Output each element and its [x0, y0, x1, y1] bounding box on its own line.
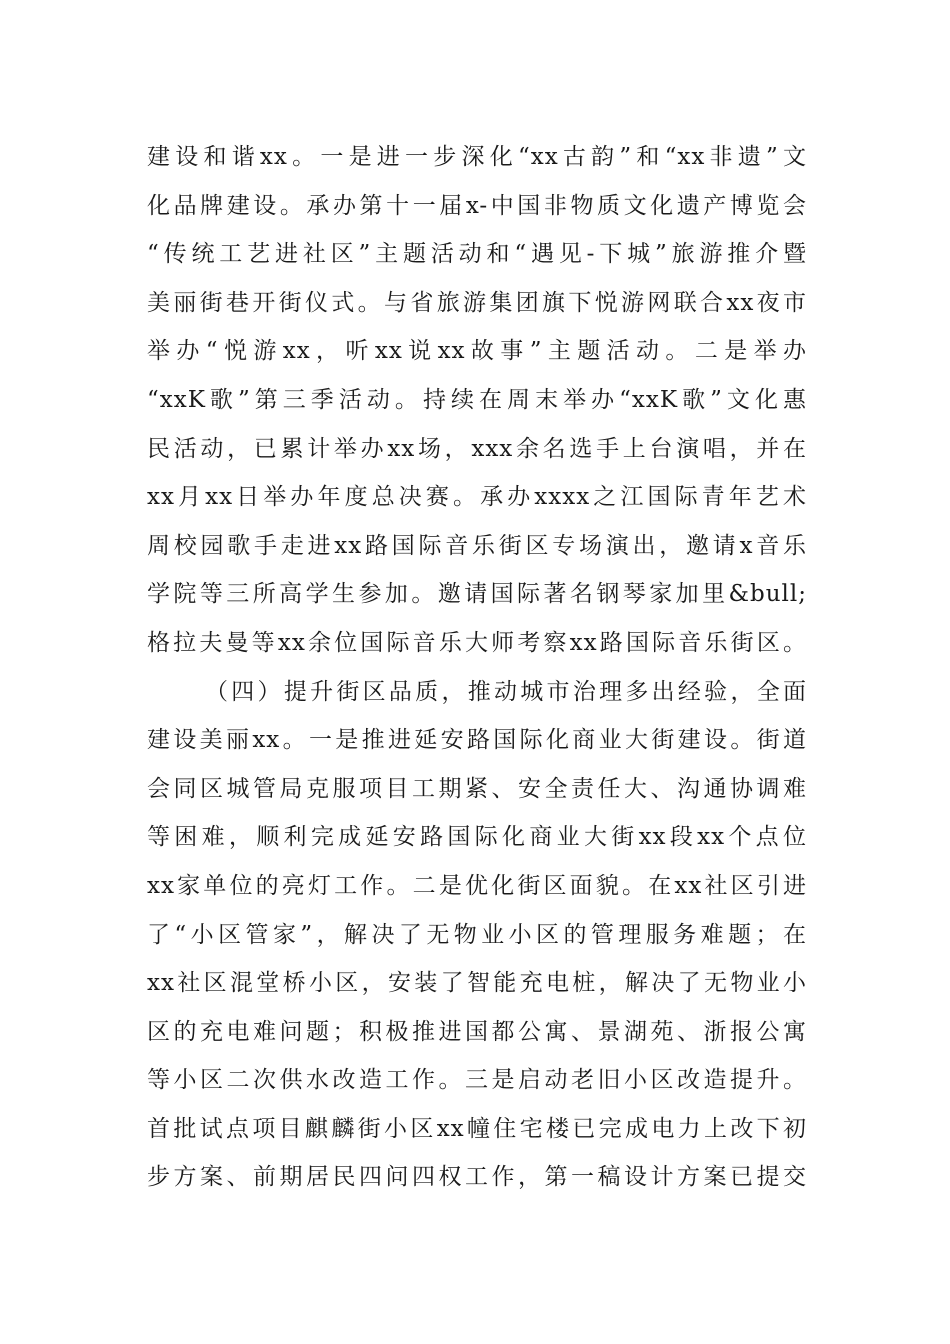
- text-line: 等困难，顺利完成延安路国际化商业大街xx段xx个点位: [147, 824, 807, 851]
- text-line: xx月xx日举办年度总决赛。承办xxxx之江国际青年艺术: [147, 484, 807, 511]
- text-line: 民活动，已累计举办xx场，xxx余名选手上台演唱，并在: [147, 435, 807, 462]
- text-line: 了“小区管家”，解决了无物业小区的管理服务难题；在: [147, 921, 807, 948]
- text-line: 步方案、前期居民四问四权工作，第一稿设计方案已提交: [147, 1164, 807, 1191]
- text-line: 学院等三所高学生参加。邀请国际著名钢琴家加里&bull;: [147, 581, 807, 608]
- text-line: 周校园歌手走进xx路国际音乐街区专场演出，邀请x音乐: [147, 532, 807, 559]
- text-line: 美丽街巷开街仪式。与省旅游集团旗下悦游网联合xx夜市: [147, 289, 807, 316]
- text-line: “xxK歌”第三季活动。持续在周末举办“xxK歌”文化惠: [147, 386, 807, 413]
- text-line: xx家单位的亮灯工作。二是优化街区面貌。在xx社区引进: [147, 872, 807, 899]
- text-line: 首批试点项目麒麟街小区xx幢住宅楼已完成电力上改下初: [147, 1115, 807, 1142]
- body-text: [147, 133, 807, 1202]
- text-line: “传统工艺进社区”主题活动和“遇见-下城”旅游推介暨: [147, 241, 807, 268]
- text-line: 区的充电难问题；积极推进国都公寓、景湖苑、浙报公寓: [147, 1018, 807, 1045]
- text-line: 化品牌建设。承办第十一届x-中国非物质文化遗产博览会: [147, 192, 807, 219]
- text-line: 格拉夫曼等xx余位国际音乐大师考察xx路国际音乐街区。: [147, 629, 807, 656]
- text-line: 建设美丽xx。一是推进延安路国际化商业大街建设。街道: [147, 727, 807, 754]
- section-heading-line: （四）提升街区品质，推动城市治理多出经验，全面: [205, 678, 807, 705]
- text-line: xx社区混堂桥小区，安装了智能充电桩，解决了无物业小: [147, 970, 807, 997]
- text-line: 会同区城管局克服项目工期紧、安全责任大、沟通协调难: [147, 775, 807, 802]
- text-line: 举办“悦游xx，听xx说xx故事”主题活动。二是举办: [147, 338, 807, 365]
- text-line: 建设和谐xx。一是进一步深化“xx古韵”和“xx非遗”文: [147, 144, 807, 170]
- text-line: 等小区二次供水改造工作。三是启动老旧小区改造提升。: [147, 1067, 807, 1094]
